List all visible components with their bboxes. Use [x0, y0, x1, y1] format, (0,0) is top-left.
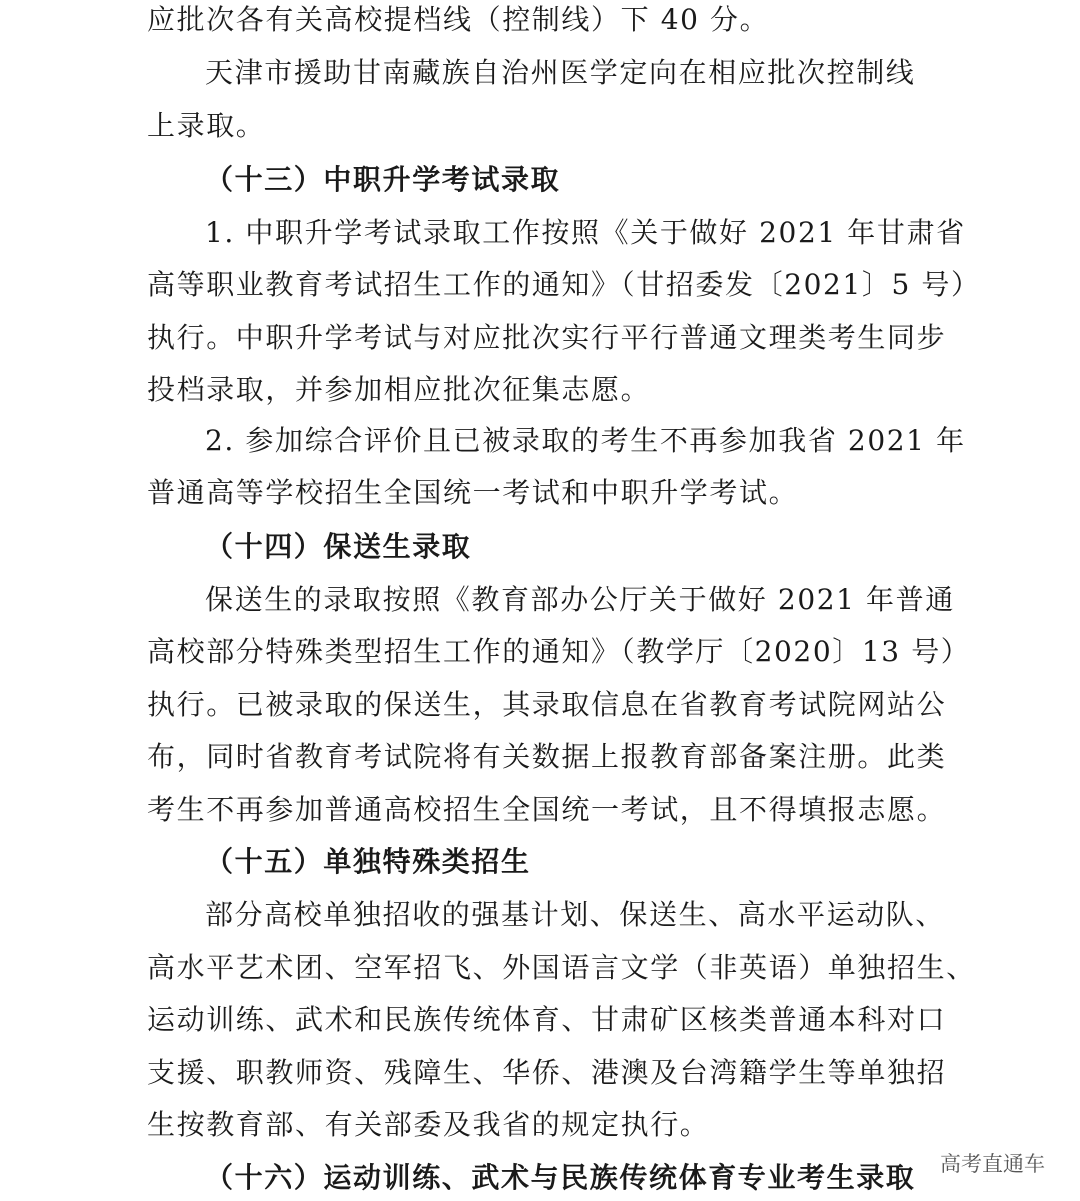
paragraph-line: 天津市援助甘南藏族自治州医学定向在相应批次控制线	[205, 56, 916, 89]
section-heading: （十四）保送生录取	[205, 530, 472, 563]
paragraph-line: 布，同时省教育考试院将有关数据上报教育部备案注册。此类	[147, 740, 947, 773]
paragraph-line: 高校部分特殊类型招生工作的通知》（教学厅〔2020〕13 号）	[147, 635, 971, 668]
paragraph-line: 应批次各有关高校提档线（控制线）下 40 分。	[147, 3, 770, 36]
paragraph-line: 上录取。	[147, 109, 266, 142]
paragraph-line: 生按教育部、有关部委及我省的规定执行。	[147, 1108, 710, 1141]
paragraph-line: 部分高校单独招收的强基计划、保送生、高水平运动队、	[205, 898, 946, 931]
section-heading: （十三）中职升学考试录取	[205, 163, 561, 196]
paragraph-line: 1. 中职升学考试录取工作按照《关于做好 2021 年甘肃省	[205, 216, 966, 249]
paragraph-line: 执行。中职升学考试与对应批次实行平行普通文理类考生同步	[147, 321, 947, 354]
paragraph-line: 支援、职教师资、残障生、华侨、港澳及台湾籍学生等单独招	[147, 1056, 947, 1089]
paragraph-line: 考生不再参加普通高校招生全国统一考试，且不得填报志愿。	[147, 793, 947, 826]
paragraph-line: 高水平艺术团、空军招飞、外国语言文学（非英语）单独招生、	[147, 951, 976, 984]
paragraph-line: 2. 参加综合评价且已被录取的考生不再参加我省 2021 年	[205, 424, 966, 457]
section-heading: （十六）运动训练、武术与民族传统体育专业考生录取	[205, 1161, 916, 1194]
paragraph-line: 运动训练、武术和民族传统体育、甘肃矿区核类普通本科对口	[147, 1003, 947, 1036]
paragraph-line: 投档录取，并参加相应批次征集志愿。	[147, 373, 651, 406]
section-heading: （十五）单独特殊类招生	[205, 845, 531, 878]
paragraph-line: 高等职业教育考试招生工作的通知》（甘招委发〔2021〕5 号）	[147, 268, 981, 301]
paragraph-line: 执行。已被录取的保送生，其录取信息在省教育考试院网站公	[147, 688, 947, 721]
watermark: 高考直通车	[940, 1152, 1045, 1176]
paragraph-line: 保送生的录取按照《教育部办公厅关于做好 2021 年普通	[205, 583, 955, 616]
paragraph-line: 普通高等学校招生全国统一考试和中职升学考试。	[147, 476, 799, 509]
